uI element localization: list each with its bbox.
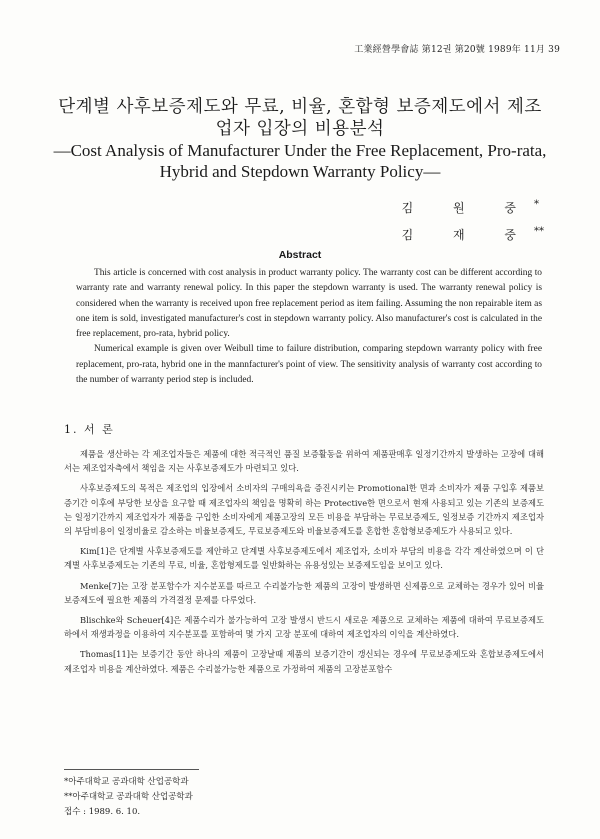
author-2-name: 김 재 중 (401, 228, 534, 242)
abstract-paragraph-1: This article is concerned with cost analysis in product warranty policy. The warranty cost can be different according to warranty rate and warranty renewal policy. In this paper the stepdown warranty is used. The warranty renewal policy is considered when the warranty is received upon free replacement period as item failing. Assuming the non repairable item as one item is sold, investigated manufacturer's cost in stepdown warranty policy. Also manufacturer's cost is calculated in the free replacement, pro-rata, hybrid policy. (76, 268, 542, 340)
abstract-heading: Abstract (278, 249, 322, 261)
body-paragraph: 사후보증제도의 목적은 제조업의 입장에서 소비자의 구매의욕을 증진시키는 Promotional한 면과 소비자가 제품 구입후 제품보증기간 이후에 부당한 보상을 요구할 때 제조업자의 책임을 명확히 하는 Protective한 면으로서 현재 사용되고 있는 기존의 보증제도는 일정기간까지 제조업자가 제품을 구입한 소비자에게 제품고장의 모든 비용을 부담하는 무료보증제도, 일정보증 기간까지 제조업자의 부담비용이 일정비율로 감소하는 비율보증제도, 무료보증제도와 비율보증제도를 혼합한 혼합형보증제도가 사용되고 있다. (64, 483, 544, 537)
body-paragraph: Menke[7]는 고장 분포함수가 지수분포를 따르고 수리불가능한 제품의 고장이 발생하면 신제품으로 교체하는 경우가 있어 비율보증제도에 필요한 제품의 가격결정 문제를 다루었다. (64, 580, 544, 605)
korean-title-line-1: 단계별 사후보증제도와 무료, 비율, 혼합형 보증제도에서 제조 (58, 97, 542, 117)
footnote-affiliation-1: *아주대학교 공과대학 산업공학과 (64, 777, 189, 787)
body-paragraph: Blischke와 Scheuer[4]은 제품수리가 불가능하여 고장 발생시 반드시 새로운 제품으로 교체하는 제품에 대하여 무료보증제도하에서 재생과정을 이용하여 지수분포를 포함하여 몇 가지 고장 분포에 대하여 제조업자의 이익을 계산하였다. (64, 615, 544, 640)
english-title-line-2: Hybrid and Stepdown Warranty Policy— (159, 162, 441, 181)
body-paragraph: Kim[1]은 단계별 사후보증제도를 제안하고 단계별 사후보증제도에서 제조업자, 소비자 부담의 비용을 각각 계산하였으며 이 단계별 사후보증제도는 기존의 무료, 비율, 혼합형제도를 일반화하는 유용성있는 보증제도임을 보이고 있다. (64, 546, 544, 571)
footnote-affiliation-2: **아주대학교 공과대학 산업공학과 (64, 791, 193, 802)
korean-title (40, 96, 560, 140)
introduction-body (64, 447, 544, 682)
author-2-mark: ** (534, 226, 544, 237)
english-title (40, 140, 560, 182)
running-header: 工業經營學會誌 第12권 第20號 1989年 11月 39 (354, 45, 560, 55)
author-list (402, 193, 544, 247)
footnotes (64, 775, 193, 819)
abstract-body (76, 266, 542, 388)
footnote-divider (64, 769, 199, 770)
korean-title-line-2: 업자 입장의 비용분석 (215, 119, 385, 139)
author-1-name: 김 원 중 (401, 201, 534, 215)
english-title-line-1: —Cost Analysis of Manufacturer Under the Free Replacement, Pro-rata, (53, 141, 547, 160)
abstract-paragraph-2: Numerical example is given over Weibull time to failure distribution, comparing stepdown warranty policy with free replacement, pro-rata, hybrid one in the mannfacturer's point of view. The sensitivity analysis of warranty cost according to the number of warranty period step is included. (76, 344, 542, 386)
footnote-received-date: 접수 : 1989. 6. 10. (64, 806, 141, 817)
author-1-mark: * (534, 199, 539, 210)
author-1 (402, 193, 544, 220)
section-heading-introduction: 1. 서 론 (64, 423, 115, 436)
body-paragraph: Thomas[11]는 보증기간 동안 하나의 제품이 고장날때 제품의 보증기간이 갱신되는 경우에 무료보증제도와 혼합보증제도에서 제조업자 비용을 계산하였다. 제품은 수리불가능한 제품으로 가정하여 제품의 고장분포함수 (64, 649, 544, 674)
body-paragraph: 제품을 생산하는 각 제조업자들은 제품에 대한 적극적인 품질 보증활동을 위하여 제품판매후 일정기간까지 발생하는 고장에 대해서는 제조업자측에서 책임을 지는 사후보증제도가 마련되고 있다. (64, 449, 544, 474)
author-2 (402, 220, 544, 247)
